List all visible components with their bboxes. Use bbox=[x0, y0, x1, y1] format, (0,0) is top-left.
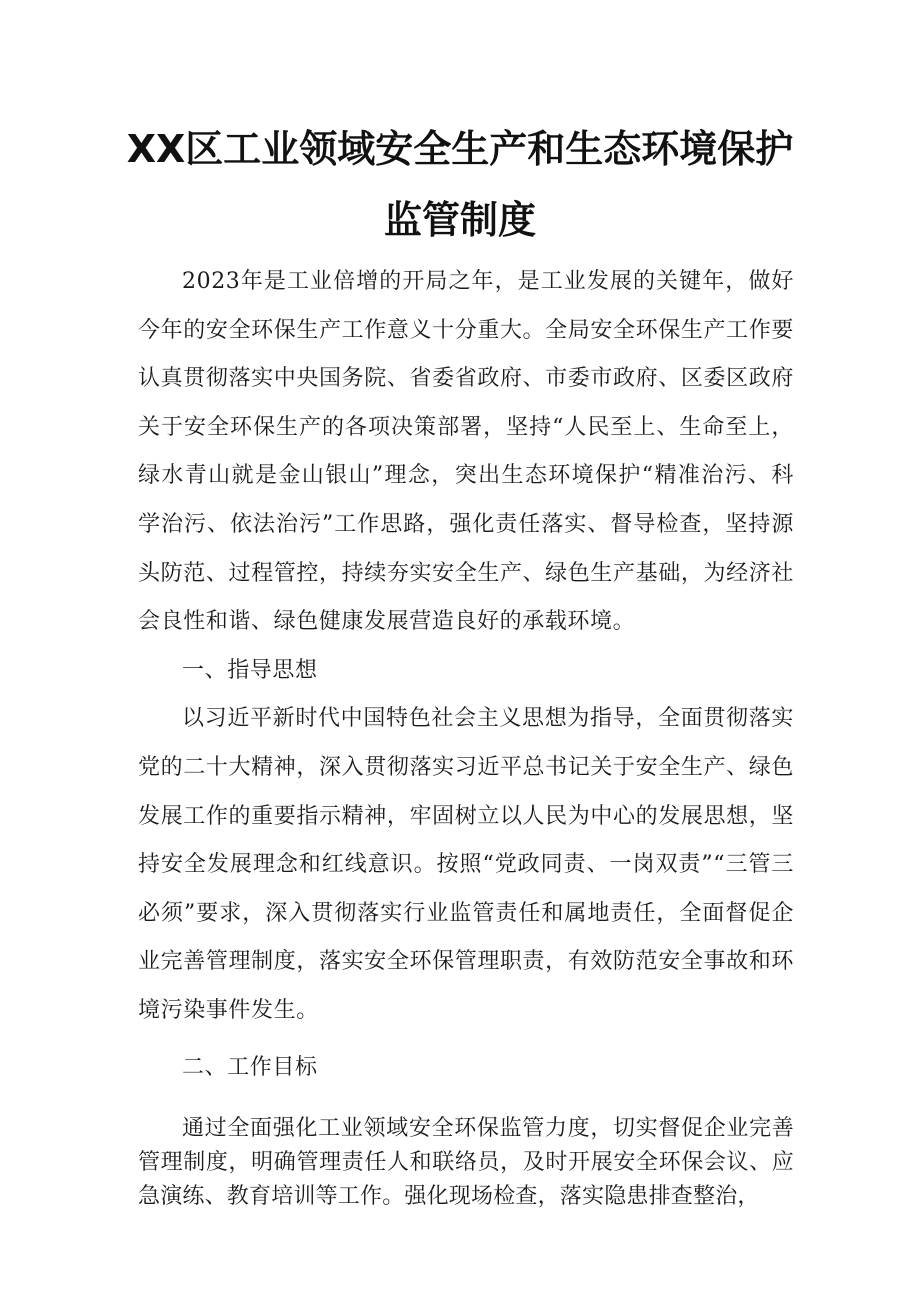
section-heading-work-goals: 二、工作目标 bbox=[182, 1054, 318, 1080]
work-goals-paragraph: 通过全面强化工业领域安全环保监管力度，切实督促企业完善管理制度，明确管理责任人和联络员，及时开展安全环保会议、应急演练、教育培训等工作。强化现场检查，落实隐患排查整治， bbox=[138, 1116, 794, 1210]
intro-paragraph: 2023年是工业倍增的开局之年，是工业发展的关键年，做好今年的安全环保生产工作意义十分重大。全局安全环保生产工作要认真贯彻落实中央国务院、省委省政府、市委市政府、区委区政府关于安全环保生产的各项决策部署，坚持“人民至上、生命至上，绿水青山就是金山银山”理念，突出生态环境保护“精准治污、科学治污、依法治污”工作思路，强化责任落实、督导检查，坚持源头防范、过程管控，持续夯实安全生产、绿色生产基础，为经济社会良性和谐、绿色健康发展营造良好的承载环境。 bbox=[138, 269, 794, 635]
document-body bbox=[138, 258, 794, 1214]
guiding-thought-paragraph: 以习近平新时代中国特色社会主义思想为指导，全面贯彻落实党的二十大精神，深入贯彻落实习近平总书记关于安全生产、绿色发展工作的重要指示精神，牢固树立以人民为中心的发展思想，坚持安全发展理念和红线意识。按照“党政同责、一岗双责”“三管三必须”要求，深入贯彻落实行业监管责任和属地责任，全面督促企业完善管理制度，落实安全环保管理职责，有效防范安全事故和环境污染事件发生。 bbox=[138, 706, 794, 1023]
document-title-line-1: XX区工业领域安全生产和生态环境保护 bbox=[126, 127, 794, 171]
document-title-line-2: 监管制度 bbox=[383, 198, 536, 242]
section-heading-guiding-thought: 一、指导思想 bbox=[182, 657, 318, 683]
